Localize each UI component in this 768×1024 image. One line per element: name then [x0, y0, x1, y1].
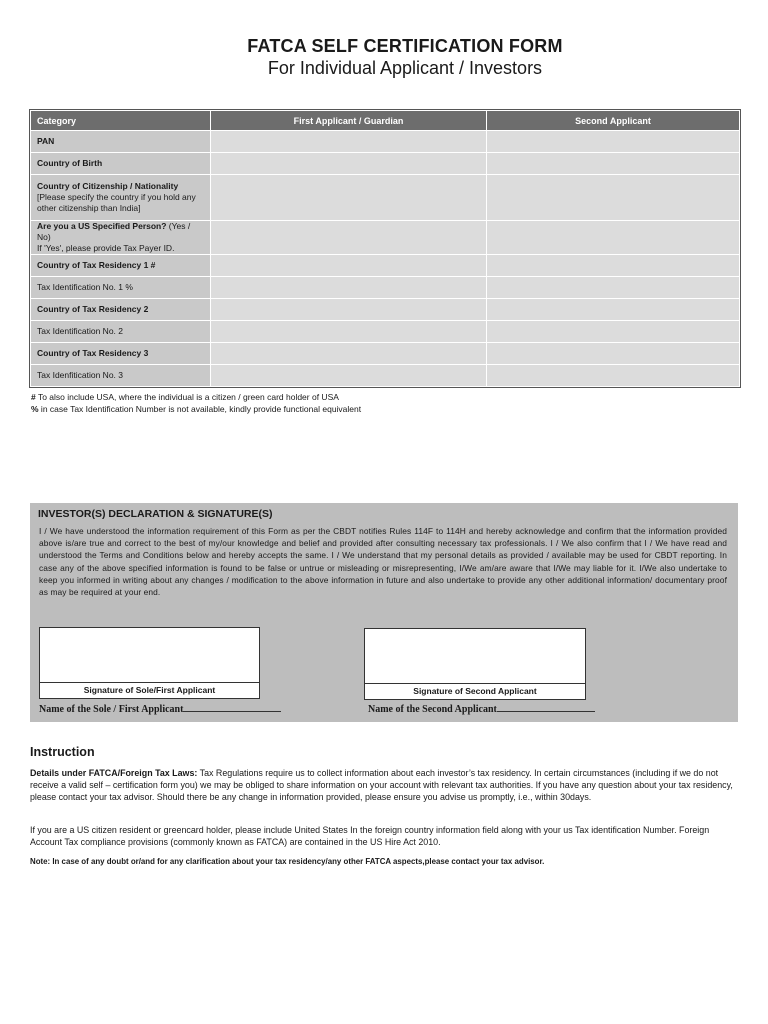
- tin-2-first-field[interactable]: [211, 321, 487, 343]
- tax-residency-2-first-field[interactable]: [211, 299, 487, 321]
- tin-1-second-field[interactable]: [487, 277, 740, 299]
- row-tin-3: [31, 365, 740, 387]
- tax-residency-2-second-field[interactable]: [487, 299, 740, 321]
- tin-3-first-field[interactable]: [211, 365, 487, 387]
- citizenship-second-field[interactable]: [487, 175, 740, 221]
- second-signature-box[interactable]: [364, 628, 586, 700]
- row-country-of-birth: [31, 153, 740, 175]
- row-label: Tax Identification No. 2: [31, 321, 211, 343]
- instruction-paragraph-1: Details under FATCA/Foreign Tax Laws: Tax Regulations require us to collect information about each investor’s tax residency. In certain circumstances (including if we do not receive a valid self – certification form you) we may be obliged to share information on your account with relevant tax authorities. If you have any question about your tax residency, please contact your tax advisor. Should there be any change in information provided, please ensure you advise us promptly, i.e., within 30days.: [30, 768, 733, 803]
- declaration-title: INVESTOR(S) DECLARATION & SIGNATURE(S): [38, 508, 273, 520]
- row-label: PAN: [31, 131, 211, 153]
- tax-residency-1-second-field[interactable]: [487, 255, 740, 277]
- footnote-percent: % in case Tax Identification Number is not available, kindly provide functional equivalent: [31, 404, 362, 414]
- declaration-panel: [30, 503, 738, 722]
- first-signature-box[interactable]: [39, 627, 260, 699]
- tax-residency-1-first-field[interactable]: [211, 255, 487, 277]
- birth-country-first-field[interactable]: [211, 153, 487, 175]
- header-second-applicant: Second Applicant: [487, 111, 740, 131]
- birth-country-second-field[interactable]: [487, 153, 740, 175]
- row-tin-1: [31, 277, 740, 299]
- declaration-text: I / We have understood the information requirement of this Form as per the CBDT notifies Rules 114F to 114H and hereby acknowledge and confirm that the information provided above is/are true and correct to the best of my/our knowledge and belief and provided after consulting necessary tax professionals. I / We also confirm that I / We have read and understood the Terms and Conditions below and hereby accepts the same. I / We understand that my personal details as provided / available may be used for CBDT reporting. In case any of the above specified information is found to be false or untrue or misleading or misrepresenting, I/We am/are aware that I/We may liable for it. I/We also undertake to keep you informed in writing about any changes / modification to the above information in future and also undertake to provide any other additional information/ documentary proof as may be required at your end.: [39, 526, 727, 598]
- header-first-applicant: First Applicant / Guardian: [211, 111, 487, 131]
- row-tax-residency-2: [31, 299, 740, 321]
- row-label: Country of Tax Residency 2: [31, 299, 211, 321]
- row-tax-residency-1: [31, 255, 740, 277]
- pan-first-field[interactable]: [211, 131, 487, 153]
- row-citizenship: [31, 175, 740, 221]
- first-applicant-name-line[interactable]: Name of the Sole / First Applicant: [39, 702, 281, 715]
- instruction-note: Note: In case of any doubt or/and for any clarification about your tax residency/any other FATCA aspects,please contact your tax advisor.: [30, 857, 545, 866]
- row-tax-residency-3: [31, 343, 740, 365]
- citizenship-first-field[interactable]: [211, 175, 487, 221]
- row-label: Tax Identification No. 1 %: [31, 277, 211, 299]
- row-label: Country of Tax Residency 1 #: [31, 255, 211, 277]
- table-footnotes: [31, 391, 361, 415]
- us-person-first-field[interactable]: [211, 221, 487, 255]
- tax-residency-3-first-field[interactable]: [211, 343, 487, 365]
- row-label: Are you a US Specified Person? (Yes / No) If 'Yes', please provide Tax Payer ID.: [31, 221, 211, 255]
- second-applicant-name-line[interactable]: Name of the Second Applicant: [368, 702, 595, 715]
- tin-2-second-field[interactable]: [487, 321, 740, 343]
- row-tin-2: [31, 321, 740, 343]
- row-label: Country of Citizenship / Nationality [Please specify the country if you hold any other citizenship than India]: [31, 175, 211, 221]
- second-signature-label: Signature of Second Applicant: [365, 683, 585, 699]
- first-signature-label: Signature of Sole/First Applicant: [40, 682, 259, 698]
- tax-residency-3-second-field[interactable]: [487, 343, 740, 365]
- instruction-heading: Instruction: [30, 745, 95, 759]
- us-person-second-field[interactable]: [487, 221, 740, 255]
- row-us-person: [31, 221, 740, 255]
- tin-1-first-field[interactable]: [211, 277, 487, 299]
- tin-3-second-field[interactable]: [487, 365, 740, 387]
- row-label: Country of Tax Residency 3: [31, 343, 211, 365]
- fatca-details-table: [30, 110, 740, 387]
- instruction-paragraph-2: If you are a US citizen resident or greencard holder, please include United States In the foreign country information field along with your us Tax identification Number. Foreign Account Tax compliance provisions (commonly known as FATCA) are contained in the US Hire Act 2010.: [30, 825, 710, 848]
- form-title: FATCA SELF CERTIFICATION FORM: [247, 36, 563, 56]
- row-label: Country of Birth: [31, 153, 211, 175]
- pan-second-field[interactable]: [487, 131, 740, 153]
- table-header-row: [31, 111, 740, 131]
- header-category: Category: [31, 111, 211, 131]
- row-pan: [31, 131, 740, 153]
- footnote-hash: # To also include USA, where the individual is a citizen / green card holder of USA: [31, 392, 339, 402]
- form-subtitle: For Individual Applicant / Investors: [267, 58, 543, 78]
- row-label: Tax Idenfitication No. 3: [31, 365, 211, 387]
